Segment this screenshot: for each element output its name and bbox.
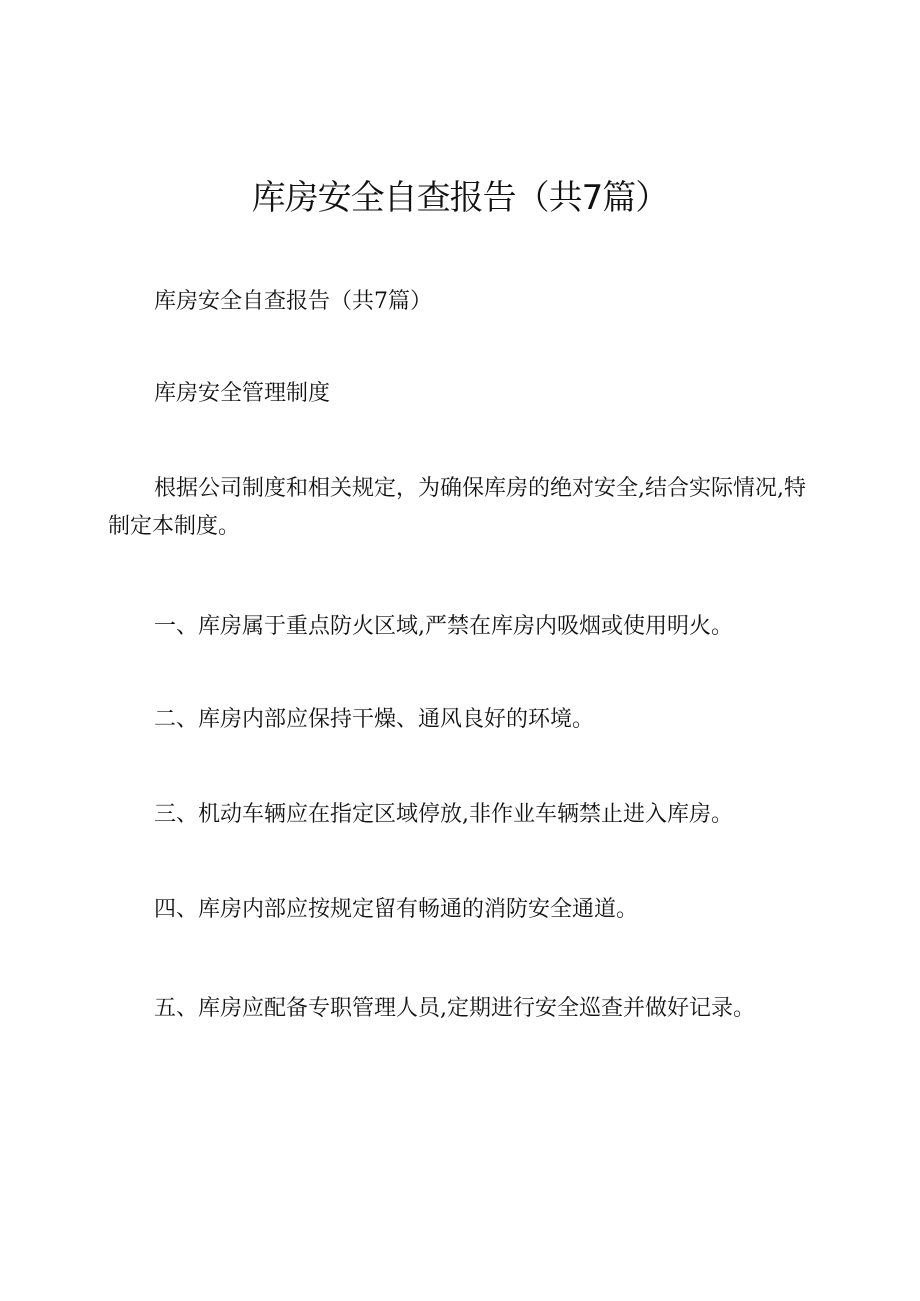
paragraph-rule-2: 二、库房内部应保持干燥、通风良好的环境。 — [154, 707, 595, 732]
paragraph-intro: 根据公司制度和相关规定，为确保库房的绝对安全,结合实际情况,特制定本制度。 — [108, 476, 806, 539]
paragraph-rule-1: 一、库房属于重点防火区域,严禁在库房内吸烟或使用明火。 — [154, 614, 733, 639]
document-title: 库房安全自查报告（共7篇） — [251, 178, 669, 218]
paragraph-rule-4: 四、库房内部应按规定留有畅通的消防安全通道。 — [154, 897, 639, 922]
paragraph-section-heading: 库房安全管理制度 — [154, 381, 331, 406]
paragraph-subtitle: 库房安全自查报告（共7篇） — [154, 289, 432, 314]
paragraph-rule-3: 三、机动车辆应在指定区域停放,非作业车辆禁止进入库房。 — [154, 802, 733, 827]
paragraph-rule-5: 五、库房应配备专职管理人员,定期进行安全巡查并做好记录。 — [154, 996, 755, 1021]
